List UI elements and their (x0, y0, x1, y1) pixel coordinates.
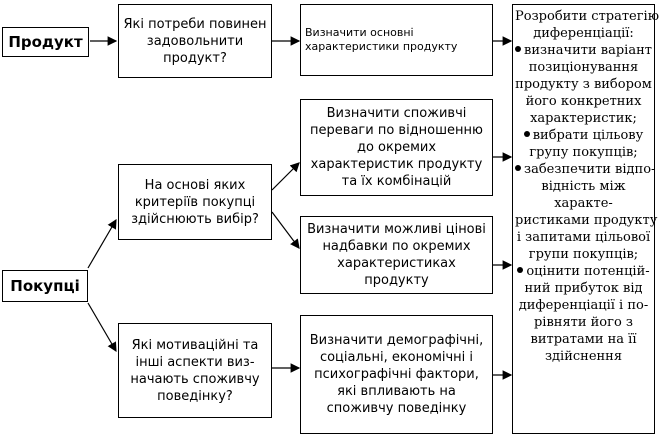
strategy-item-1-line: позиціонування (528, 60, 639, 75)
bullet-icon (515, 46, 521, 52)
strategy-item-2-line: вибрати цільову (515, 127, 652, 144)
strategy-item-4-line: диференціації і по- (518, 298, 649, 313)
strategy-item-3-line: характе- (554, 196, 613, 211)
node-factors: Визначити демографічні, соціальні, економічні і психографічні фактори, які впливають на споживчу поведінку (300, 315, 493, 434)
arrow-buyers-to-criteria (88, 220, 116, 268)
strategy-item-1-line: продукту з вибором (515, 77, 652, 92)
strategy-item-1-line: характеристик; (530, 111, 637, 126)
node-criteria: На основі яких критеріїв покупці здійснюють вибір? (118, 164, 272, 240)
arrow-criteria-to-preferences (272, 163, 299, 190)
strategy-item-3-line: забезпечити відпо- (515, 161, 652, 178)
node-strategy (512, 4, 659, 434)
strategy-item-3-line: і запитами цільової (516, 230, 651, 245)
strategy-title-line: диференціації: (533, 26, 634, 41)
strategy-item-1-line: визначити варіант (515, 42, 652, 59)
node-characteristics: Визначити основні характеристики продукту (300, 4, 493, 76)
strategy-item-4-line: рівняти його з (533, 315, 633, 330)
node-preferences: Визначити споживчі переваги по відношенню до окремих характеристик продукту та їх комбінацій (300, 99, 493, 196)
strategy-item-3-line: відність між (541, 179, 626, 194)
node-price-premiums: Визначити можливі цінові надбавки по окремих характеристиках продукту (300, 216, 493, 294)
node-motivation: Які мотиваційні та інші аспекти виз-начають споживчу поведінку? (118, 323, 272, 418)
strategy-item-4-line: оцінити потенцій- (515, 263, 652, 280)
node-buyers: Покупці (2, 270, 88, 302)
node-needs: Які потреби повинен задовольнити продукт? (118, 4, 272, 78)
arrow-criteria-to-price-premiums (272, 212, 299, 248)
node-product: Продукт (2, 27, 89, 57)
arrow-buyers-to-motivation (88, 303, 116, 351)
strategy-item-4-line: здійснення (544, 349, 623, 364)
bullet-icon (524, 131, 530, 137)
strategy-item-4-line: ний прибуток від (524, 281, 643, 296)
strategy-item-3-line: групи покупців; (528, 247, 639, 262)
strategy-item-1-line: його конкретних (525, 94, 642, 109)
bullet-icon (517, 267, 523, 273)
bullet-icon (515, 165, 521, 171)
strategy-item-4-line: витратами на її (530, 332, 637, 347)
strategy-title-line: Розробити стратегію (515, 9, 659, 24)
strategy-item-3-line: ристиками продукту (515, 213, 658, 228)
strategy-item-2-line: групу покупців; (529, 145, 638, 160)
